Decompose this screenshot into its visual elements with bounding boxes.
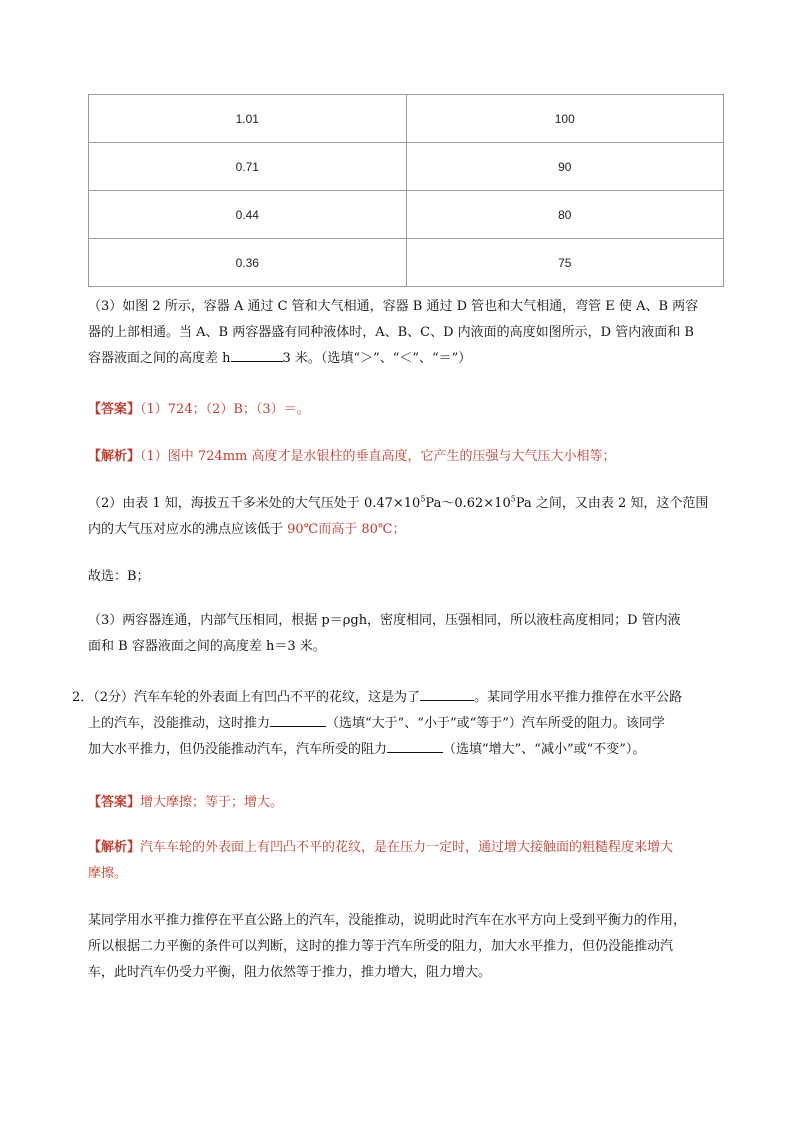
q2-answer [88,790,283,816]
analysis-label: 【解析】 [88,449,141,464]
exponent: 5 [420,494,426,504]
table-row [89,191,724,239]
answer-blank [231,347,283,362]
q1-analysis-2 [88,491,728,543]
table-cell: 0.36 [89,239,407,287]
table-row [89,239,724,287]
question-text: 汽车车轮的外表面上有凹凸不平的花纹，这是为了 [134,690,421,705]
table-cell: 0.44 [89,191,407,239]
analysis-line: 面和 B 容器液面之间的高度差 h＝3 米。 [88,639,326,654]
analysis-text: 汽车车轮的外表面上有凹凸不平的花纹，是在压力一定时，通过增大接触面的粗糙程度来增大 [140,840,674,855]
q1-part3-line3 [88,346,728,372]
q2-analysis-2 [88,908,728,986]
data-table [88,94,724,287]
question-text: （选填“增大”、“减小”或“不变”）。 [443,742,646,757]
analysis-label: 【解析】 [88,840,141,855]
q2-line2 [72,711,732,737]
answer-blank [387,738,443,753]
question-text: （选填“大于”、“小于”或“等于”）汽车所受的阻力。该同学 [326,716,665,731]
analysis-line [88,491,728,517]
analysis-line [88,517,728,543]
q1-part3-text: 容器液面之间的高度差 h [88,351,231,366]
answer-blank [420,686,474,701]
q2-line3 [72,737,732,763]
analysis-text: Pa～0.62×10 [425,496,511,511]
analysis-text-red: 90℃而高于 80℃； [287,522,406,537]
q1-analysis-1 [88,444,616,470]
q1-part3-line2: 器的上部相通。当 A、B 两容器盛有同种液体时，A、B、C、D 内液面的高度如图所示，D 管内液面和 B [88,325,694,340]
answer-text: 增大摩擦；等于；增大。 [140,795,284,810]
q2-line1 [72,685,732,711]
question-text: 加大水平推力，但仍没能推动汽车，汽车所受的阻力 [88,742,388,757]
analysis-line: 某同学用水平推力推停在平直公路上的汽车，没能推动，说明此时汽车在水平方向上受到平衡力的作用， [88,913,687,928]
q1-part3-text: 3 米。（选填“＞”、“＜”、“＝”） [282,351,472,366]
table-cell: 100 [406,95,724,143]
analysis-text: Pa 之间，又由表 2 知，这个范围 [515,496,709,511]
question-text: 。某同学用水平推力推停在水平公路 [474,690,683,705]
analysis-line: 所以根据二力平衡的条件可以判断，这时的推力等于汽车所受的阻力，加大水平推力，但仍没能推动汽 [88,939,674,954]
analysis-line: 摩擦。 [88,866,128,881]
exponent: 5 [510,494,516,504]
q1-answer [88,397,310,423]
q2-analysis-1 [88,835,728,887]
analysis-line [88,835,728,861]
answer-blank [270,712,326,727]
answer-text: （1）724；（2）B；（3）＝。 [140,402,310,417]
q1-part3-line1: （3）如图 2 所示，容器 A 通过 C 管和大气相通，容器 B 通过 D 管也和大气相通，弯管 E 使 A、B 两容 [88,299,699,314]
question-text: 上的汽车，没能推动，这时推力 [88,716,271,731]
q1-choice: 故选：B； [88,569,150,584]
analysis-text: （1）图中 724mm 高度才是水银柱的垂直高度，它产生的压强与大气压大小相等； [140,449,616,464]
table-cell: 0.71 [89,143,407,191]
question-number: 2．（2分） [72,690,135,705]
q2-question [72,685,732,763]
table-row [89,95,724,143]
analysis-text: （2）由表 1 知，海拔五千多米处的大气压处于 0.47×10 [88,496,421,511]
table-cell: 80 [406,191,724,239]
analysis-line: 车，此时汽车仍受力平衡，阻力依然等于推力，推力增大，阻力增大。 [88,965,492,980]
analysis-text: 内的大气压对应水的沸点应该低于 [88,522,288,537]
answer-label: 【答案】 [88,795,141,810]
table-cell: 1.01 [89,95,407,143]
q1-analysis-3 [88,608,728,660]
table-cell: 75 [406,239,724,287]
q1-part3 [88,294,728,372]
analysis-line: （3）两容器连通，内部气压相同，根据 p＝ρgh，密度相同，压强相同，所以液柱高度相同；D 管内液 [88,613,681,628]
answer-label: 【答案】 [88,402,141,417]
table-cell: 90 [406,143,724,191]
table-row [89,143,724,191]
